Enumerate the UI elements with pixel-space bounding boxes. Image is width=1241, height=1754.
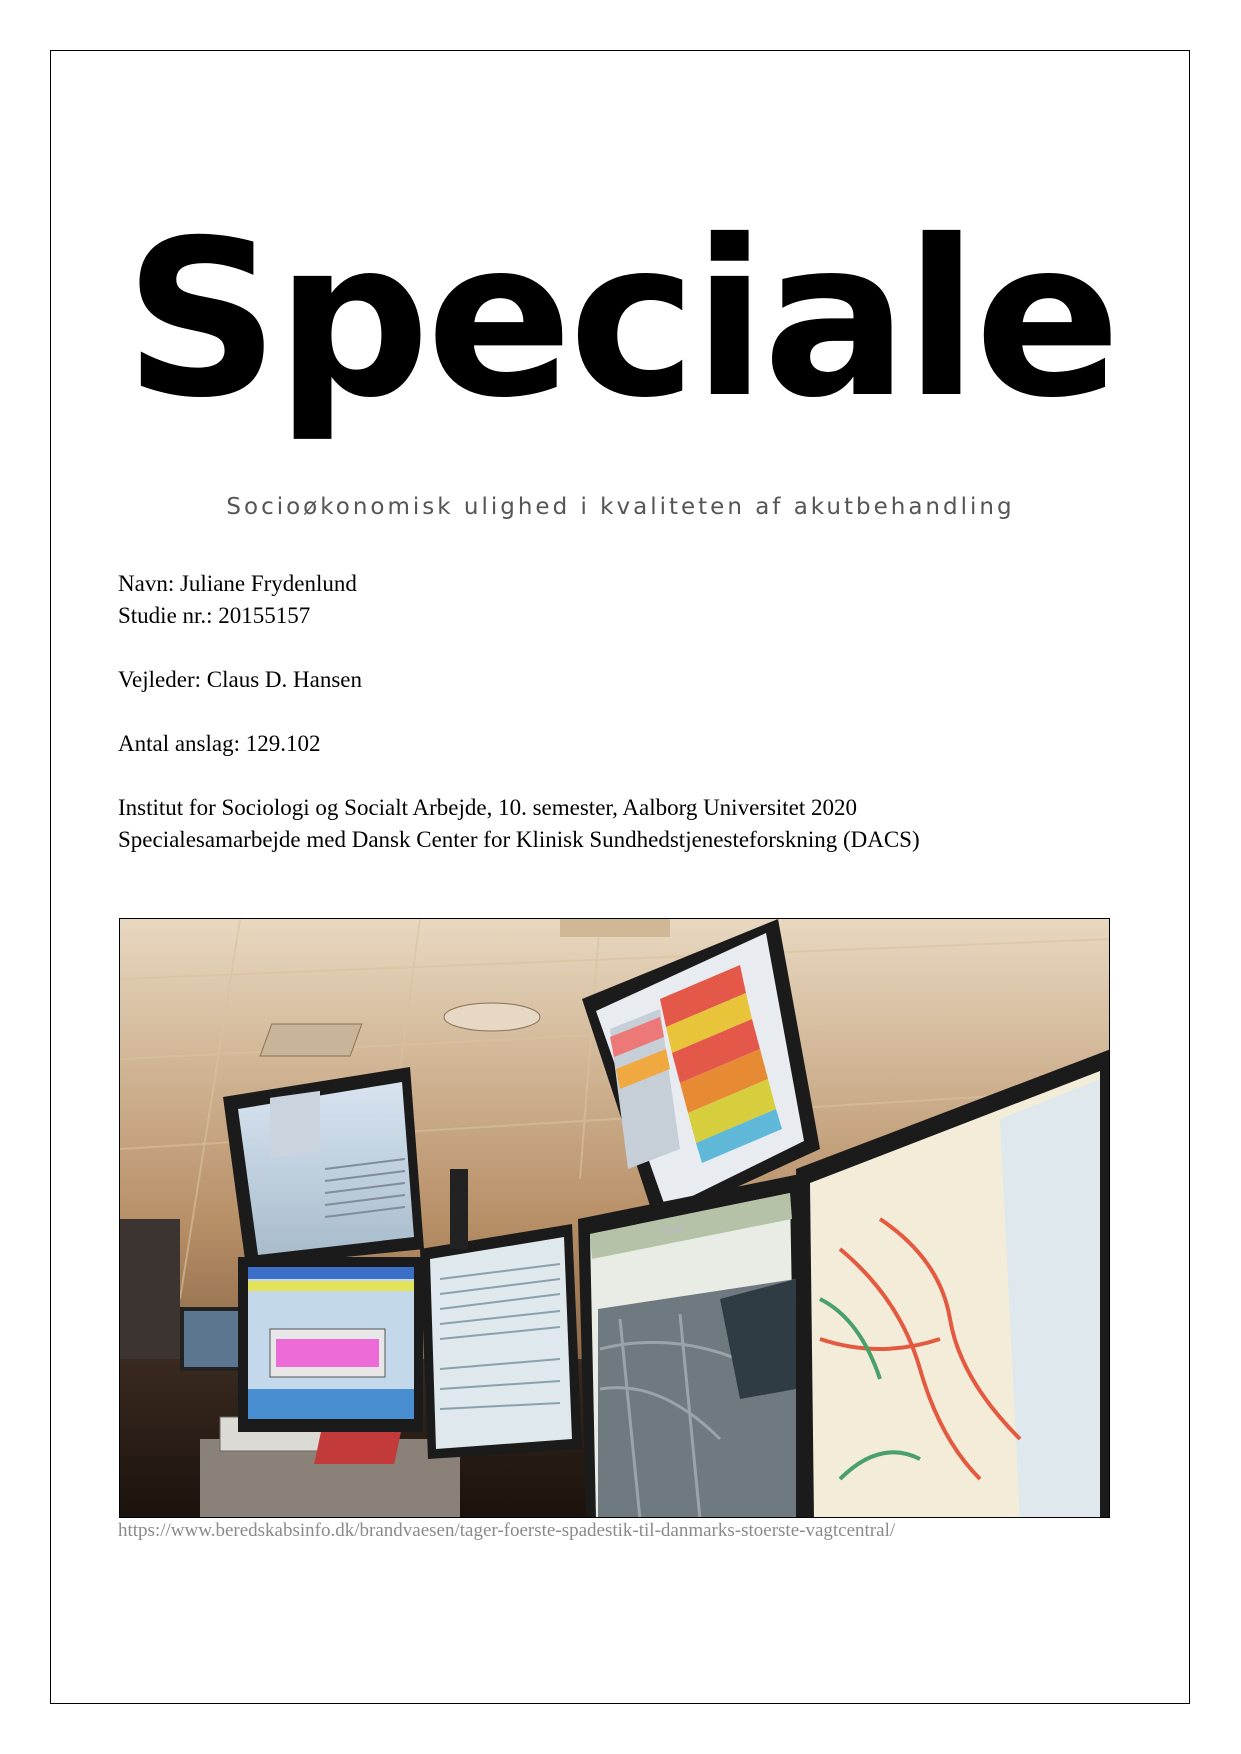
- monitor-map-aerial: [578, 1174, 810, 1518]
- control-room-illustration: [120, 919, 1110, 1518]
- author-info: [118, 568, 1118, 856]
- collaboration-line: Specialesamarbejde med Dansk Center for Klinisk Sundhedstjenesteforskning (DACS): [118, 827, 920, 852]
- cover-title: Speciale: [123, 194, 1118, 445]
- cover-subtitle: Socioøkonomisk ulighed i kvaliteten af akutbehandling: [226, 494, 1015, 520]
- student-number: Studie nr.: 20155157: [118, 603, 311, 628]
- author-name: Navn: Juliane Frydenlund: [118, 571, 357, 596]
- character-count: Antal anslag: 129.102: [118, 731, 321, 756]
- image-source-caption: https://www.beredskabsinfo.dk/brandvaesen/tager-foerste-spadestik-til-danmarks-stoerste-vagtcentral/: [118, 1520, 896, 1541]
- institute-line: Institut for Sociologi og Socialt Arbejde, 10. semester, Aalborg Universitet 2020: [118, 795, 858, 820]
- monitor-center: [420, 1224, 582, 1459]
- monitor-brand-label: IBM: [660, 1224, 684, 1237]
- cover-photo: [119, 918, 1110, 1518]
- monitor-upper-left: [223, 1067, 424, 1267]
- monitor-lower-left: [238, 1257, 423, 1432]
- supervisor: Vejleder: Claus D. Hansen: [118, 667, 362, 692]
